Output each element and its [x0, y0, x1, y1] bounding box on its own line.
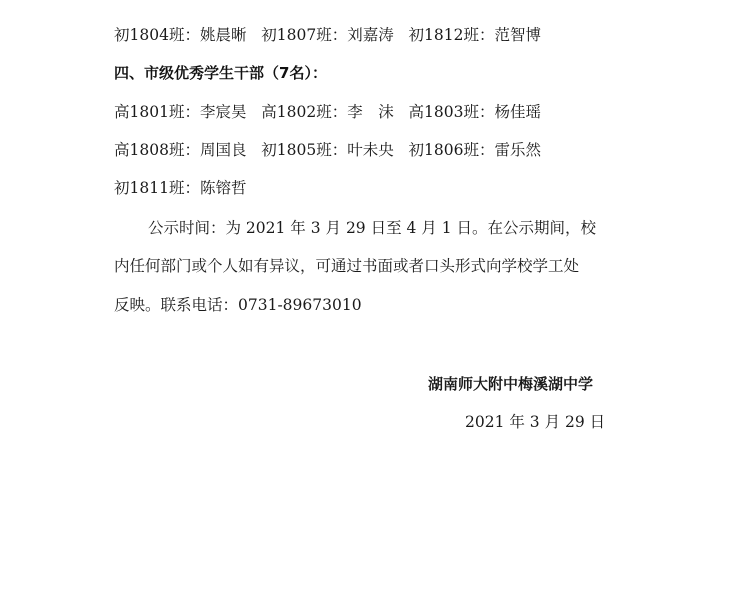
class-label: 初1804班：: [114, 26, 200, 44]
student-name: 刘嘉涛: [347, 26, 394, 44]
class-label: 高1803班：: [408, 103, 495, 121]
student-row: [114, 102, 541, 122]
class-label: 高1802班：: [261, 103, 348, 121]
signature-date: 2021 年 3 月 29 日: [465, 413, 606, 431]
student-row: [114, 178, 246, 198]
student-name: 姚晨晰: [199, 26, 247, 44]
notice-line-2: 内任何部门或个人如有异议，可通过书面或者口头形式向学校学工处: [114, 257, 580, 275]
student-name: 李宸昊: [199, 103, 247, 121]
student-name: 雷乐然: [494, 141, 541, 159]
student-name: 叶未央: [347, 141, 394, 159]
student-name: 范智博: [494, 26, 541, 44]
student-name: 陈镕哲: [199, 179, 247, 197]
class-label: 初1811班：: [114, 179, 200, 197]
class-label: 初1812班：: [408, 26, 495, 44]
section-heading: 四、市级优秀学生干部（7名）：: [114, 64, 327, 82]
student-row: [114, 140, 541, 160]
class-label: 初1805班：: [261, 141, 348, 159]
student-name: 杨佳瑶: [494, 103, 541, 121]
class-label: 初1806班：: [408, 141, 495, 159]
notice-line-1: 公示时间：为 2021 年 3 月 29 日至 4 月 1 日。在公示期间，校: [148, 219, 597, 237]
student-row: [114, 25, 541, 45]
student-name: 周国良: [199, 141, 247, 159]
class-label: 初1807班：: [261, 26, 348, 44]
class-label: 高1808班：: [114, 141, 200, 159]
student-name: 李 沫: [347, 103, 394, 121]
class-label: 高1801班：: [114, 103, 200, 121]
notice-line-3: 反映。联系电话：0731-89673010: [114, 296, 362, 314]
school-signature: 湖南师大附中梅溪湖中学: [428, 375, 594, 393]
